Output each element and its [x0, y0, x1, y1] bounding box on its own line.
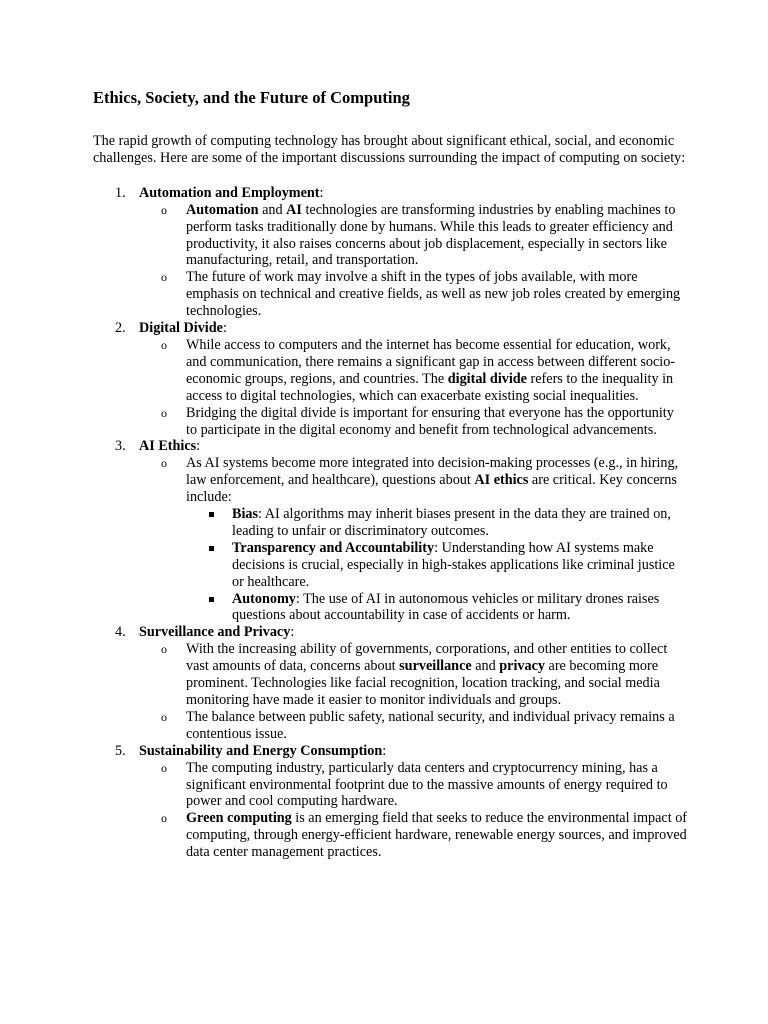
sub-item: o Bridging the digital divide is important for ensuring that everyone has the opportunity to participate in the digital economy and benefit from technological advancements. [161, 404, 674, 438]
circle-bullet-icon: o [161, 270, 167, 285]
bullet-item: Transparency and Accountability: Understanding how AI systems make decisions is crucial, especially in high-stakes applications like criminal justice or healthcare. [186, 540, 688, 591]
square-bullet-icon [209, 512, 214, 517]
sub-item: o Automation and AI technologies are transforming industries by enabling machines to perform tasks traditionally done by humans. While this leads to greater efficiency and productivity, it also raises concerns about job displacement, especially in sectors like manufacturing, retail, and transportation. [161, 201, 676, 269]
circle-bullet-icon: o [161, 642, 167, 657]
circle-bullet-icon: o [161, 337, 167, 352]
sub-item: o While access to computers and the internet has become essential for education, work, and communication, there remains a significant gap in access between different socio-economic groups, regions, and countries. The digital divide refers to the inequality in access to digital technologies, which can exacerbate existing social inequalities. [161, 336, 676, 404]
circle-bullet-icon: o [161, 709, 167, 724]
circle-bullet-icon: o [161, 202, 167, 217]
item-number: 5. [115, 742, 126, 759]
square-bullet-icon [209, 597, 214, 602]
circle-bullet-icon: o [161, 456, 167, 471]
section-heading: Automation and Employment [139, 184, 320, 201]
circle-bullet-icon: o [161, 760, 167, 775]
list-item: 5. Sustainability and Energy Consumption: o The computing industry, particularly data centers and cryptocurrency mining, has a significant environmental footprint due to the massive amounts of energy required to power and cool computing hardware. o Green computing is an emerging field that seeks to reduce the environmental impact of computing, through energy-efficient hardware, renewable energy sources, and improved data center management practices. [115, 742, 688, 861]
sub-item: o The computing industry, particularly data centers and cryptocurrency mining, has a significant environmental footprint due to the massive amounts of energy required to power and cool computing hardware. [161, 759, 668, 810]
item-number: 1. [115, 184, 126, 201]
circle-bullet-icon: o [161, 811, 167, 826]
sub-list [139, 760, 688, 861]
intro-paragraph: The rapid growth of computing technology has brought about significant ethical, social, and economic challenges. Here are some of the important discussions surrounding the impact of computing on society: [93, 133, 686, 166]
sub-list [139, 455, 688, 624]
sub-item: o The balance between public safety, national security, and individual privacy remains a contentious issue. [161, 708, 675, 742]
sub-item: o As AI systems become more integrated into decision-making processes (e.g., in hiring, law enforcement, and healthcare), questions about AI ethics are critical. Key concerns include: Bias: AI algorithms may inherit biases present in the data they are trained on, leading to unfair or discriminatory outcomes. Transparency and Accountability: Understanding how AI systems make decisions is crucial, especially in high-stakes applications like criminal justice or healthcare. Autonomy: The use of AI in autonomous vehicles or military drones raises questions about accountability in case of accidents or harm. [139, 455, 688, 624]
circle-bullet-icon: o [161, 405, 167, 420]
item-number: 3. [115, 438, 126, 455]
sub-item: o With the increasing ability of governments, corporations, and other entities to collect vast amounts of data, concerns about surveillance and privacy are becoming more prominent. Technologies like facial recognition, location tracking, and social media monitoring have made it easier to monitor individuals and groups. [161, 641, 668, 708]
list-item: 2. Digital Divide: o While access to computers and the internet has become essential for education, work, and communication, there remains a significant gap in access between different socio-economic groups, regions, and countries. The digital divide refers to the inequality in access to digital technologies, which can exacerbate existing social inequalities. o Bridging the digital divide is important for ensuring that everyone has the opportunity to participate in the digital economy and benefit from technological advancements. [93, 320, 688, 438]
item-number: 2. [115, 320, 126, 337]
section-heading: Surveillance and Privacy [139, 624, 291, 641]
section-heading: Sustainability and Energy Consumption [139, 742, 383, 759]
section-heading: AI Ethics [139, 438, 197, 455]
sub-list [139, 202, 688, 320]
bullet-item: Bias: AI algorithms may inherit biases present in the data they are trained on, leading to unfair or discriminatory outcomes. [186, 506, 688, 540]
sub-list [139, 641, 688, 742]
topic-list [93, 185, 688, 861]
item-number: 4. [115, 624, 126, 641]
list-item: 1. Automation and Employment: o Automation and AI technologies are transforming industries by enabling machines to perform tasks traditionally done by humans. While this leads to greater efficiency and productivity, it also raises concerns about job displacement, especially in sectors like manufacturing, retail, and transportation. o The future of work may involve a shift in the types of jobs available, with more emphasis on technical and creative fields, as well as new job roles created by emerging technologies. [93, 185, 688, 320]
sub-item: o Green computing is an emerging field that seeks to reduce the environmental impact of computing, through energy-efficient hardware, renewable energy sources, and improved data center management practices. [161, 810, 688, 861]
bullet-item: Autonomy: The use of AI in autonomous vehicles or military drones raises questions about accountability in case of accidents or harm. [186, 591, 688, 625]
list-item: 4. Surveillance and Privacy: o With the increasing ability of governments, corporations, and other entities to collect vast amounts of data, concerns about surveillance and privacy are becoming more prominent. Technologies like facial recognition, location tracking, and social media monitoring have made it easier to monitor individuals and groups. o The balance between public safety, national security, and individual privacy remains a contentious issue. [93, 624, 688, 742]
section-heading: Digital Divide [139, 320, 223, 337]
list-item: 3. AI Ethics: o As AI systems become more integrated into decision-making processes (e.g., in hiring, law enforcement, and healthcare), questions about AI ethics are critical. Key concerns include: Bias: AI algorithms may inherit biases present in the data they are trained on, leading to unfair or discriminatory outcomes. Transparency and Accountability: Understanding how AI systems make decisions is crucial, especially in high-stakes applications like criminal justice or healthcare. Autonomy: The use of AI in autonomous vehicles or military drones raises questions about accountability in case of accidents or harm. [93, 438, 688, 624]
sub-item: o The future of work may involve a shift in the types of jobs available, with more emphasis on technical and creative fields, as well as new job roles created by emerging technologies. [161, 269, 681, 320]
sub-list [139, 337, 688, 438]
square-bullet-icon [209, 546, 214, 551]
page-title: Ethics, Society, and the Future of Computing [93, 88, 410, 107]
nested-bullet-list [186, 506, 688, 624]
